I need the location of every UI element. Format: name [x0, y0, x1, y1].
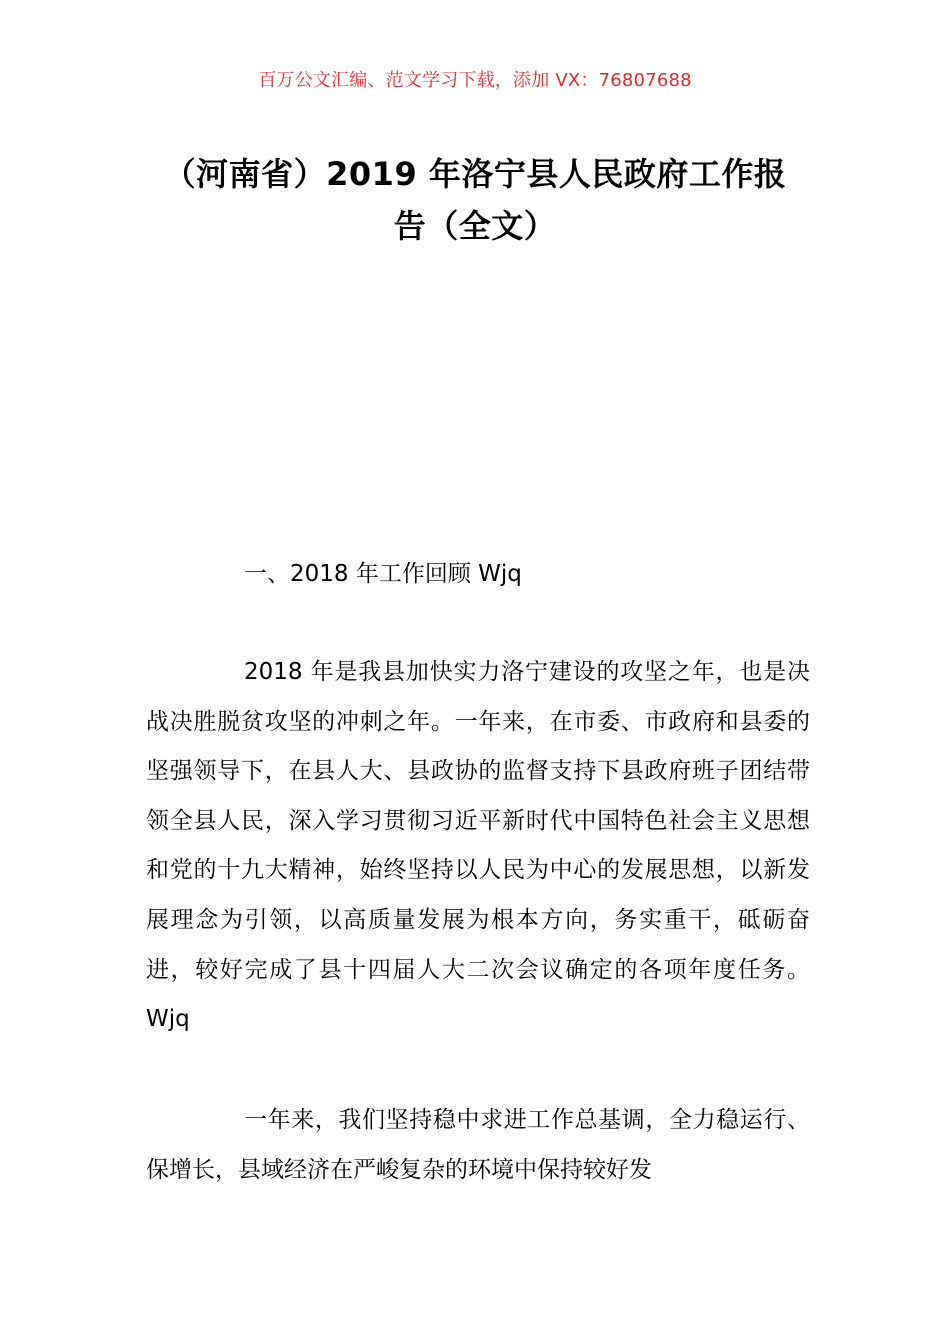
paragraph-text: 2018 年是我县加快实力洛宁建设的攻坚之年，也是决战决胜脱贫攻坚的冲刺之年。一年来，在市委、市政府和县委的坚强领导下，在县人大、县政协的监督支持下县政府班子团结带领全县人民，深入学习贯彻习近平新时代中国特色社会主义思想和党的十九大精神，始终坚持以人民为中心的发展思想，以新发展理念为引领，以高质量发展为根本方向，务实重干，砥砺奋进，较好完成了县十四届人大二次会议确定的各项年度任务。Wjq — [146, 659, 810, 1033]
title-line-1: （河南省）2019 年洛宁县人民政府工作报 — [163, 155, 787, 193]
page-title — [140, 148, 810, 252]
paragraph-text: 一年来，我们坚持稳中求进工作总基调，全力稳运行、保增长，县域经济在严峻复杂的环境中保持较好发 — [146, 1107, 810, 1183]
paragraph-1 — [146, 648, 810, 1045]
section-heading: 一、2018 年工作回顾 Wjq — [244, 561, 522, 587]
title-line-2: 告（全文） — [393, 207, 557, 245]
paragraph-2 — [146, 1096, 810, 1195]
header-note: 百万公文汇编、范文学习下载，添加 VX：76807688 — [258, 70, 692, 91]
